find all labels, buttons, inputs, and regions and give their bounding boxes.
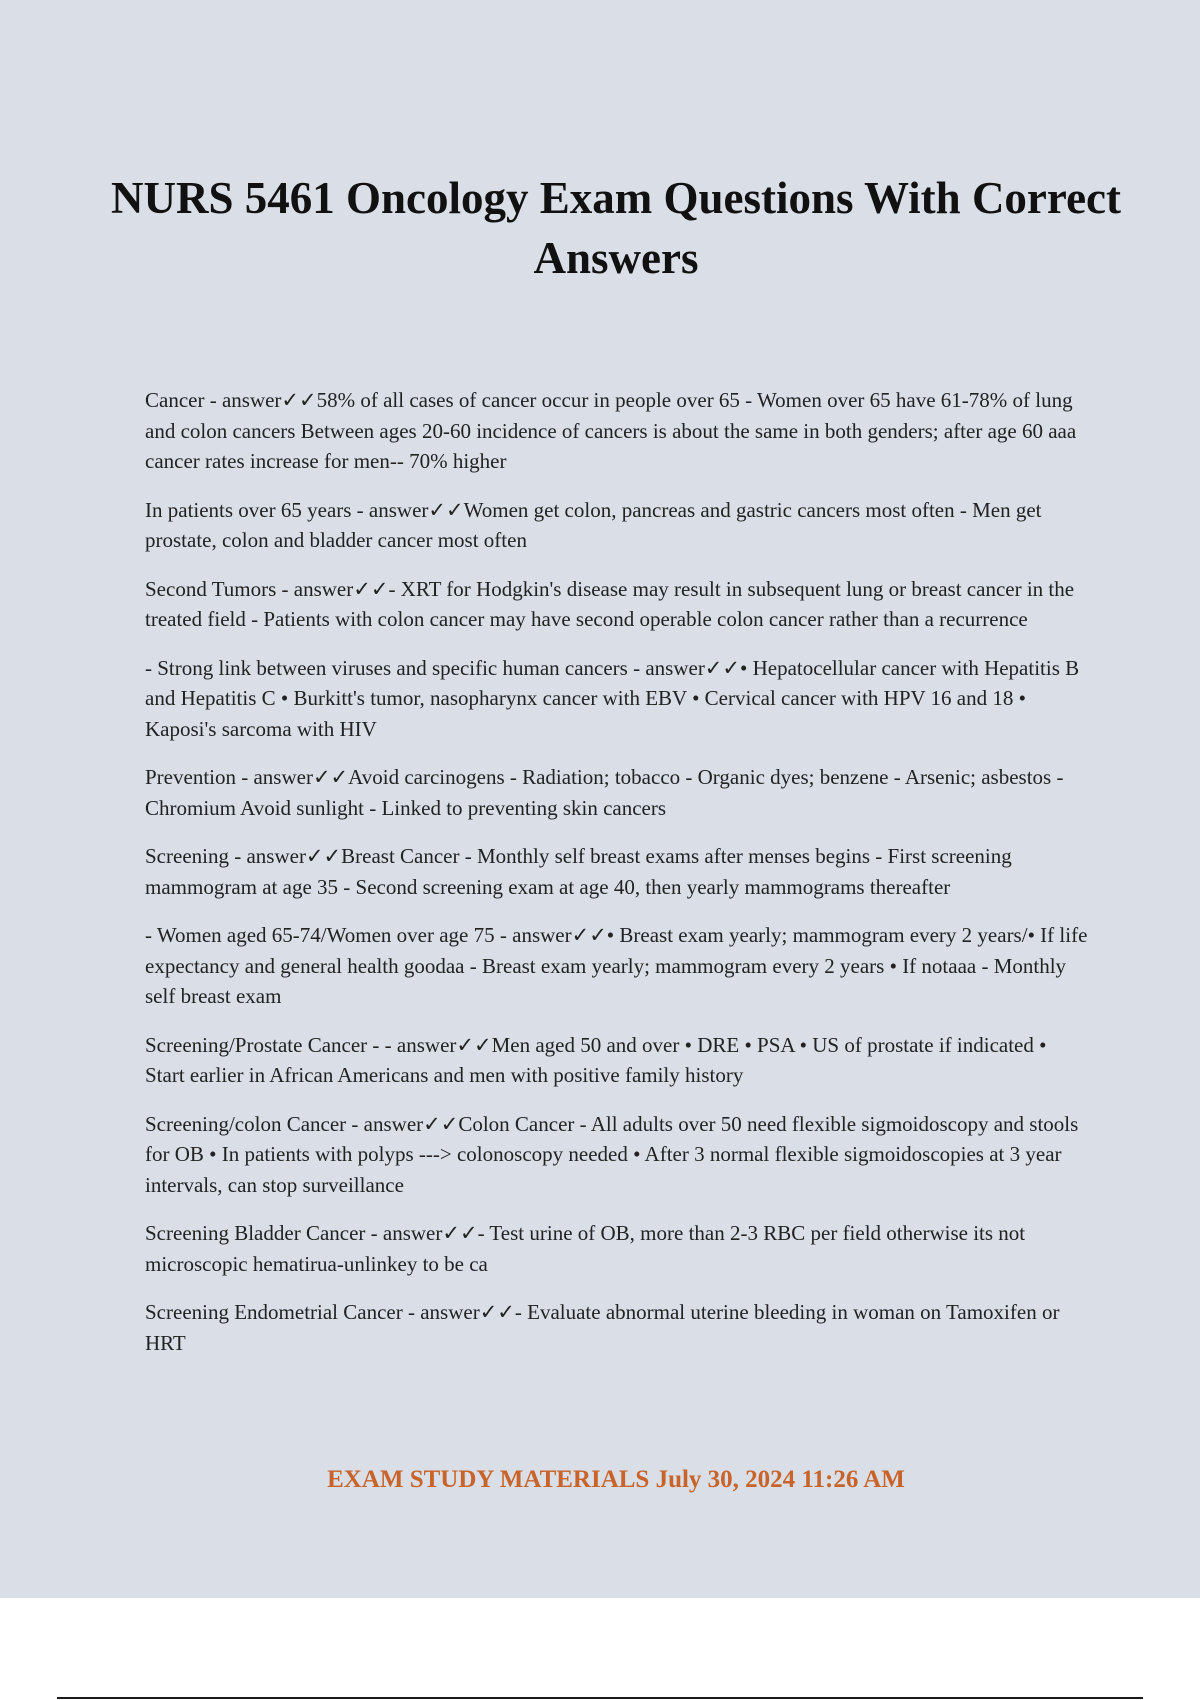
study-materials-footer: EXAM STUDY MATERIALS July 30, 2024 11:26 AM bbox=[327, 1466, 905, 1493]
qa-entry: Second Tumors - answer✓✓- XRT for Hodgkin's disease may result in subsequent lung or breast cancer in the treated field - Patients with colon cancer may have second operable colon cancer rather than a recurrence bbox=[145, 576, 1075, 631]
bottom-divider bbox=[57, 1697, 1143, 1699]
qa-entry: Prevention - answer✓✓Avoid carcinogens - Radiation; tobacco - Organic dyes; benzene - Arsenic; asbestos - Chromium Avoid sunlight - Linked to preventing skin cancers bbox=[145, 765, 1064, 820]
document-title: NURS 5461 Oncology Exam Questions With Correct Answers bbox=[110, 173, 1122, 283]
qa-entry: Screening - answer✓✓Breast Cancer - Monthly self breast exams after menses begins - First screening mammogram at age 35 - Second screening exam at age 40, then yearly mammograms thereafter bbox=[145, 844, 1012, 899]
qa-list bbox=[145, 385, 1090, 1376]
qa-entry: Screening/colon Cancer - answer✓✓Colon Cancer - All adults over 50 need flexible sigmoidoscopy and stools for OB • In patients with polyps ---> colonoscopy needed • After 3 normal flexible sigmoidoscopies at 3 year intervals, can stop surveillance bbox=[145, 1111, 1079, 1197]
qa-entry: - Women aged 65-74/Women over age 75 - answer✓✓• Breast exam yearly; mammogram every 2 years/• If life expectancy and general health goodaa - Breast exam yearly; mammogram every 2 years • If notaaa - Monthly self breast exam bbox=[145, 923, 1088, 1008]
qa-entry: Screening Endometrial Cancer - answer✓✓- Evaluate abnormal uterine bleeding in woman on Tamoxifen or HRT bbox=[145, 1300, 1060, 1355]
qa-entry: Screening/Prostate Cancer - - answer✓✓Men aged 50 and over • DRE • PSA • US of prostate if indicated • Start earlier in African Americans and men with positive family history bbox=[145, 1032, 1047, 1087]
qa-entry: Cancer - answer✓✓58% of all cases of cancer occur in people over 65 - Women over 65 have 61-78% of lung and colon cancers Between ages 20-60 incidence of cancers is about the same in both genders; after age 60 aaa cancer rates increase for men-- 70% higher bbox=[145, 388, 1077, 473]
qa-entry: In patients over 65 years - answer✓✓Women get colon, pancreas and gastric cancers most often - Men get prostate, colon and bladder cancer most often bbox=[145, 497, 1042, 552]
qa-entry: - Strong link between viruses and specific human cancers - answer✓✓• Hepatocellular cancer with Hepatitis B and Hepatitis C • Burkitt's tumor, nasopharynx cancer with EBV • Cervical cancer with HPV 16 and 18 • Kaposi's sarcoma with HIV bbox=[145, 655, 1080, 741]
qa-entry: Screening Bladder Cancer - answer✓✓- Test urine of OB, more than 2-3 RBC per field otherwise its not microscopic hematirua-unlinkey to be ca bbox=[145, 1221, 1026, 1276]
